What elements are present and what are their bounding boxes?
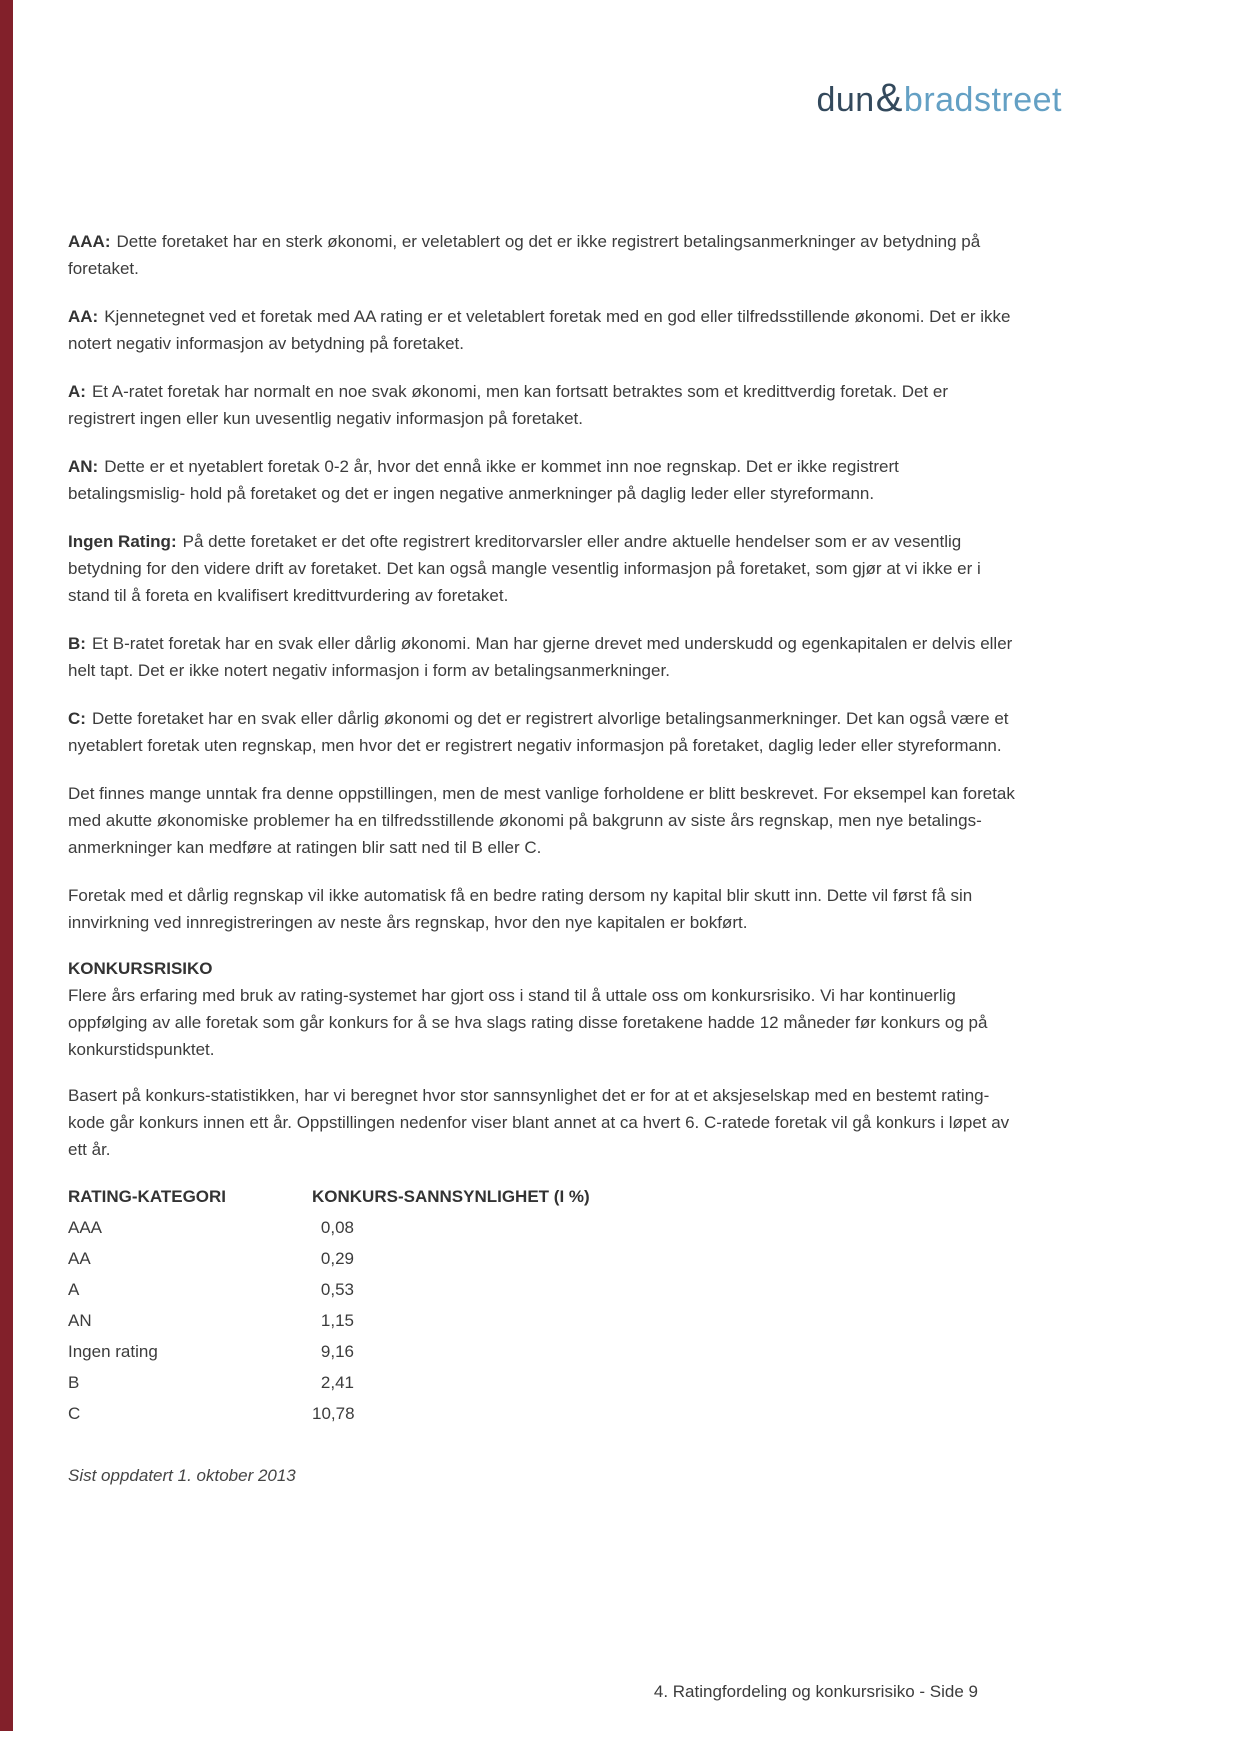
table-cell-category: AN bbox=[68, 1311, 92, 1330]
table-cell-probability: 0,53 bbox=[320, 1280, 354, 1299]
paragraph-b-text: Et B-ratet foretak har en svak eller dårlig økonomi. Man har gjerne drevet med underskudd og egenkapitalen er delvis eller helt tapt. Det er ikke notert negativ informasjon i form av betalingsanmerkninger. bbox=[68, 634, 1013, 680]
table-cell-probability: 2,41 bbox=[320, 1373, 354, 1392]
table-row bbox=[68, 1398, 1018, 1429]
paragraph-new-capital-text: Foretak med et dårlig regnskap vil ikke automatisk få en bedre rating dersom ny kapital blir skutt inn. Dette vil først få sin innvirkning ved innregistreringen av neste års regnskap, hvor den nye kapitalen er bokført. bbox=[68, 886, 973, 932]
column-header-rating-kategori: RATING-KATEGORI bbox=[68, 1187, 227, 1206]
paragraph-c bbox=[68, 705, 1018, 759]
paragraph-a-text: Et A-ratet foretak har normalt en noe svak økonomi, men kan fortsatt betraktes som et kredittverdig foretak. Det er registrert ingen eller kun uvesentlig negativ informasjon på foretaket. bbox=[68, 382, 948, 428]
paragraph-b bbox=[68, 630, 1018, 684]
paragraph-aaa bbox=[68, 228, 1018, 282]
paragraph-ingen-rating-text: På dette foretaket er det ofte registrert kreditorvarsler eller andre aktuelle hendelser som er av vesentlig betydning for den videre drift av foretaket. Det kan også mangle vesentlig informasjon på foretaket, som gjør at vi ikke er i stand til å foreta en kvalifisert kredittvurdering av foretaket. bbox=[68, 532, 981, 605]
konkursrisiko-paragraph-1: Flere års erfaring med bruk av rating-systemet har gjort oss i stand til å uttale oss om konkursrisiko. Vi har kontinuerlig oppfølging av alle foretak som går konkurs for å se hva slags rating disse foretakene hadde 12 måneder før konkurs og på konkurstidspunktet. bbox=[68, 986, 988, 1059]
paragraph-an-text: Dette er et nyetablert foretak 0-2 år, hvor det ennå ikke er kommet inn noe regnskap. Det er ikke registrert betalingsmislig- hold på foretaket og det er ingen negative anmerkninger på daglig leder eller styreformann. bbox=[68, 457, 899, 503]
table-cell-category: Ingen rating bbox=[68, 1342, 158, 1361]
dun-bradstreet-logo bbox=[816, 76, 1062, 121]
table-cell-category: B bbox=[68, 1373, 80, 1392]
rating-label-b: B: bbox=[68, 634, 86, 653]
table-row bbox=[68, 1274, 1018, 1305]
column-header-konkurs-sannsynlighet: KONKURS-SANNSYNLIGHET (I %) bbox=[312, 1187, 590, 1206]
rating-label-aa: AA: bbox=[68, 307, 99, 326]
table-cell-probability: 10,78 bbox=[312, 1404, 355, 1423]
logo-ampersand-icon: & bbox=[875, 76, 903, 120]
paragraph-a bbox=[68, 378, 1018, 432]
table-cell-probability: 0,08 bbox=[320, 1218, 354, 1237]
paragraph-aaa-text: Dette foretaket har en sterk økonomi, er veletablert og det er ikke registrert betalingsanmerkninger av betydning på foretaket. bbox=[68, 232, 981, 278]
table-cell-category: C bbox=[68, 1404, 81, 1423]
rating-label-c: C: bbox=[68, 709, 86, 728]
table-row bbox=[68, 1212, 1018, 1243]
paragraph-ingen-rating bbox=[68, 528, 1018, 609]
paragraph-an bbox=[68, 453, 1018, 507]
last-updated-note: Sist oppdatert 1. oktober 2013 bbox=[68, 1466, 296, 1485]
logo-word-bradstreet: bradstreet bbox=[903, 81, 1062, 119]
paragraph-new-capital bbox=[68, 882, 1018, 936]
konkursrisiko-section bbox=[68, 955, 1018, 1063]
paragraph-statistics bbox=[68, 1082, 1018, 1163]
table-header-row bbox=[68, 1181, 1018, 1212]
table-cell-category: A bbox=[68, 1280, 80, 1299]
paragraph-statistics-text: Basert på konkurs-statistikken, har vi beregnet hvor stor sannsynlighet det er for at et aksjeselskap med en bestemt rating-kode går konkurs innen ett år. Oppstillingen nedenfor viser blant annet at ca hvert 6. C-ratede foretak vil gå konkurs i løpet av ett år. bbox=[68, 1086, 1010, 1159]
table-cell-probability: 1,15 bbox=[320, 1311, 354, 1330]
page-footer: 4. Ratingfordeling og konkursrisiko - Side 9 bbox=[653, 1682, 978, 1701]
table-cell-category: AA bbox=[68, 1249, 91, 1268]
rating-label-a: A: bbox=[68, 382, 86, 401]
paragraph-exceptions bbox=[68, 780, 1018, 861]
left-accent-stripe bbox=[0, 0, 13, 1731]
table-cell-category: AAA bbox=[68, 1218, 103, 1237]
table-row bbox=[68, 1336, 1018, 1367]
table-row bbox=[68, 1305, 1018, 1336]
rating-label-aaa: AAA: bbox=[68, 232, 111, 251]
konkurs-probability-table bbox=[68, 1181, 1018, 1429]
paragraph-c-text: Dette foretaket har en svak eller dårlig økonomi og det er registrert alvorlige betalingsanmerkninger. Det kan også være et nyetablert foretak uten regnskap, men hvor det er registrert negativ informasjon på foretaket, daglig leder eller styreformann. bbox=[68, 709, 1009, 755]
table-cell-probability: 9,16 bbox=[320, 1342, 354, 1361]
paragraph-aa bbox=[68, 303, 1018, 357]
table-cell-probability: 0,29 bbox=[320, 1249, 354, 1268]
rating-label-an: AN: bbox=[68, 457, 99, 476]
table-row bbox=[68, 1367, 1018, 1398]
table-row bbox=[68, 1243, 1018, 1274]
logo-word-dun: dun bbox=[816, 81, 875, 119]
konkursrisiko-heading: KONKURSRISIKO bbox=[68, 959, 213, 978]
rating-label-ingen-rating: Ingen Rating: bbox=[68, 532, 177, 551]
paragraph-exceptions-text: Det finnes mange unntak fra denne oppstillingen, men de mest vanlige forholdene er blitt beskrevet. For eksempel kan foretak med akutte økonomiske problemer ha en tilfredsstillende økonomi på bakgrunn av siste års regnskap, men nye betalings- anmerkninger kan medføre at ratingen blir satt ned til B eller C. bbox=[68, 784, 1015, 857]
document-body bbox=[68, 228, 1018, 1489]
paragraph-aa-text: Kjennetegnet ved et foretak med AA rating er et veletablert foretak med en god eller tilfredsstillende økonomi. Det er ikke notert negativ informasjon av betydning på foretaket. bbox=[68, 307, 1011, 353]
